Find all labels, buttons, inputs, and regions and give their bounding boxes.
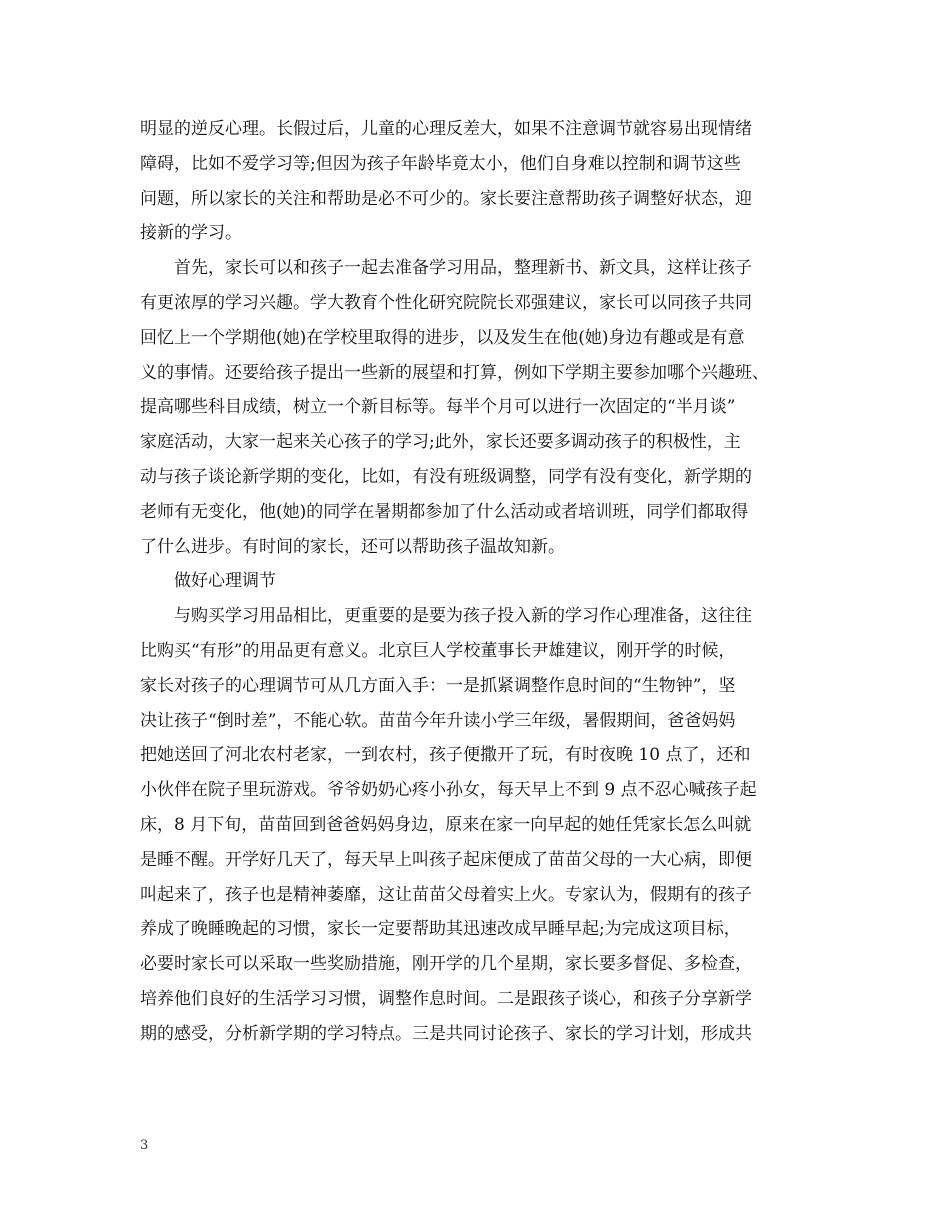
paragraph-first-line: 首先，家长可以和孩子一起去准备学习用品，整理新书、新文具，这样让孩子	[174, 258, 752, 279]
text-line: 床，8 月下旬，苗苗回到爸爸妈妈身边，原来在家一向早起的她任凭家长怎么叫就	[140, 814, 752, 835]
text-line: 把她送回了河北农村老家，一到农村，孩子便撒开了玩，有时夜晚 10 点了，还和	[140, 745, 751, 766]
text-line: 回忆上一个学期他(她)在学校里取得的进步，以及发生在他(她)身边有趣或是有意	[140, 327, 745, 348]
text-line: 是睡不醒。开学好几天了，每天早上叫孩子起床便成了苗苗父母的一大心病，即便	[140, 849, 752, 870]
text-line: 明显的逆反心理。长假过后，儿童的心理反差大，如果不注意调节就容易出现情绪	[140, 119, 752, 139]
page-number: 3	[140, 1138, 149, 1153]
text-line: 了什么进步。有时间的家长，还可以帮助孩子温故知新。	[140, 536, 565, 557]
text-line: 接新的学习。	[140, 223, 242, 244]
text-line: 比购买“有形”的用品更有意义。北京巨人学校董事长尹雄建议，刚开学的时候，	[140, 640, 736, 661]
text-line: 有更浓厚的学习兴趣。学大教育个性化研究院院长邓强建议，家长可以同孩子共同	[140, 292, 752, 313]
text-line: 家庭活动，大家一起来关心孩子的学习;此外，家长还要多调动孩子的积极性，主	[140, 432, 741, 453]
text-line: 义的事情。还要给孩子提出一些新的展望和打算，例如下学期主要参加哪个兴趣班、	[140, 362, 769, 383]
text-line: 动与孩子谈论新学期的变化，比如，有没有班级调整，同学有没有变化，新学期的	[140, 466, 752, 487]
text-line: 养成了晚睡晚起的习惯，家长一定要帮助其迅速改成早睡早起;为完成这项目标，	[140, 919, 741, 940]
body-text	[140, 112, 812, 1052]
section-heading: 做好心理调节	[174, 571, 276, 592]
text-line: 叫起来了，孩子也是精神萎靡，这让苗苗父母着实上火。专家认为，假期有的孩子	[140, 884, 752, 905]
text-line: 提高哪些科目成绩，树立一个新目标等。每半个月可以进行一次固定的“半月谈”	[140, 397, 736, 418]
text-line: 家长对孩子的心理调节可从几方面入手：一是抓紧调整作息时间的“生物钟”，坚	[140, 675, 736, 696]
text-line: 问题，所以家长的关注和帮助是必不可少的。家长要注意帮助孩子调整好状态，迎	[140, 188, 752, 209]
text-line: 小伙伴在院子里玩游戏。爷爷奶奶心疼小孙女，每天早上不到 9 点不忍心喊孩子起	[140, 780, 757, 801]
text-line: 必要时家长可以采取一些奖励措施，刚开学的几个星期，家长要多督促、多检查，	[140, 954, 752, 975]
text-line: 期的感受，分析新学期的学习特点。三是共同讨论孩子、家长的学习计划，形成共	[140, 1023, 752, 1044]
text-line: 培养他们良好的生活学习习惯，调整作息时间。二是跟孩子谈心，和孩子分享新学	[140, 988, 752, 1009]
paragraph-first-line: 与购买学习用品相比，更重要的是要为孩子投入新的学习作心理准备，这往往	[174, 606, 752, 627]
text-line: 老师有无变化，他(她)的同学在暑期都参加了什么活动或者培训班，同学们都取得	[140, 501, 749, 522]
text-line: 障碍，比如不爱学习等;但因为孩子年龄毕竟太小，他们自身难以控制和调节这些	[140, 153, 741, 174]
text-line: 决让孩子“倒时差”，不能心软。苗苗今年升读小学三年级，暑假期间，爸爸妈妈	[140, 710, 736, 731]
